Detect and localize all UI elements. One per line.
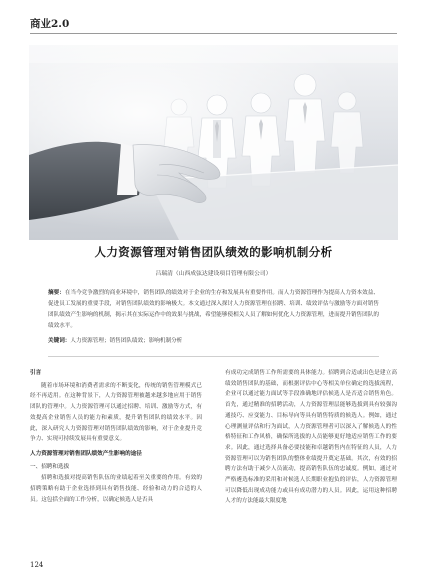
subsection-heading: 一、招聘和选拔 [30, 463, 70, 470]
page-header [30, 16, 397, 31]
header-rule [30, 33, 397, 34]
hero-illustration [29, 45, 398, 240]
page-number: 124 [30, 561, 44, 569]
article-title: 人力资源管理对销售团队绩效的影响机制分析 [94, 245, 333, 259]
section-heading: 人力资源管理对销售团队绩效产生影响的途径 [30, 450, 142, 457]
abstract-label: 摘要： [48, 290, 65, 296]
body-column-left [30, 368, 202, 555]
abstract [48, 288, 379, 332]
keywords-text: 人力资源管理；销售团队绩效；影响机制分析 [70, 338, 183, 344]
abstract-text: 在当今竞争激烈的商业环境中，销售团队的绩效对于企业的生存和发展具有重要作用。而人力资源管理作为提高人力资本效益、促进员工发展的重要手段，对销售团队绩效的影响极大。本文通过深入探讨人力资源管理在招聘、培训、绩效评估与激励等方面对销售团队绩效产生影响的机制，揭示其在实际运作中的效果与挑战，希望能够使相关人员了解如何优化人力资源管理，进而提升销售团队的绩效水平。 [48, 290, 379, 329]
hero-image [29, 45, 398, 240]
keywords [48, 336, 379, 346]
keywords-label: 关键词： [48, 338, 71, 344]
section-divider [48, 356, 379, 357]
article-author: 吕瑞清（山西成弦达建设项目管理有限公司） [155, 271, 272, 277]
continued-paragraph: 有成功完成销售工作所需要的具体能力。招聘到合适或出色是建立高绩效销售团队的基础，而根据评估中心等相关单位确定的选拔流程，企业可以通过能力面试等手段准确地评估候选人是否适合销售角色。首先，通过精准的招聘活动，人力资源管理层能够选拔到具有较强沟通技巧、应变能力、目标导向等具有销售特质的候选人。例如，通过心理测量评估和行为面试，人力资源管理者可以深入了解候选人的性格特征和工作风格，确保所选拔的人员能够更好地适应销售工作的要求。因此，通过选择具备必要技能和卓越销售内在特征的人员，人力资源管理可以为销售团队的整体业绩提升奠定基础。其次，有效的招聘方法有助于减少人员流动，提高销售队伍的忠诚度。例如，通过对严格遴选标准的采用和对候选人长期职业抱负的评估，人力资源管理可以降低出现成功能力或具有成功潜力的人员。因此，运用这种招聘人才的方法能最大限度地 [225, 370, 397, 505]
body-column-right [225, 368, 397, 555]
subsection-paragraph: 招聘和选拔对提高销售队伍的业绩起着至关重要的作用。有效的招聘策略有助于企业选择到具有销售技能、经验和动力的合适的人员。这包括全面的工作分析，以确定候选人是否具 [30, 475, 202, 503]
intro-heading: 引言 [30, 370, 42, 376]
journal-name: 商业2.0 [30, 18, 70, 30]
intro-paragraph: 随着市场环境和消费者需求的不断变化，传统的销售管理模式已经不再适用。在这种背景下，人力资源管理被越来越多地应用于销售团队的管理中。人力资源管理可以通过招聘、培训、激励等方式，有效提高企业销售人员的能力和素质，提升销售团队的绩效水平。因此，深入研究人力资源管理对销售团队绩效的影响，对于企业提升竞争力、实现可持续发展具有重要意义。 [30, 382, 202, 443]
